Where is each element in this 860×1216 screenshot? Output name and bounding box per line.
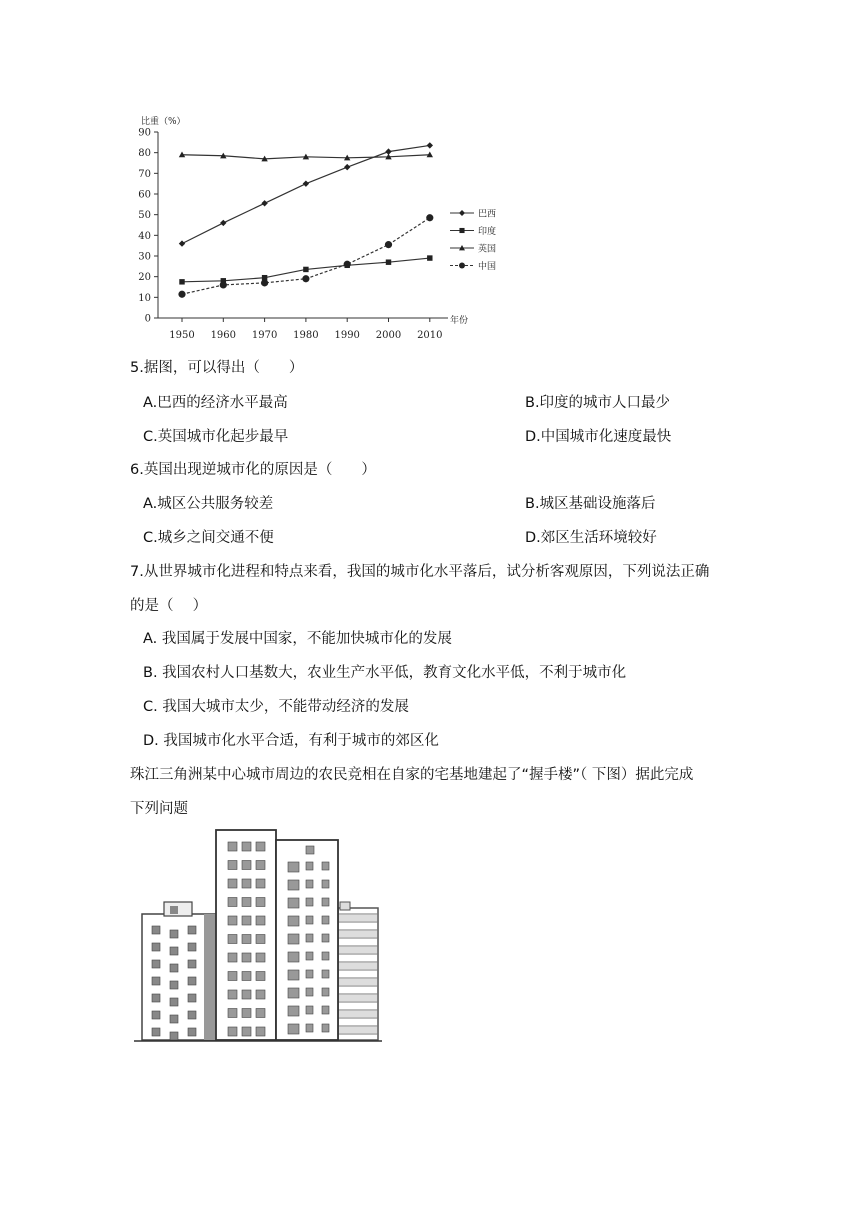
data-point: [344, 261, 351, 268]
data-point: [303, 267, 308, 272]
data-point: [261, 200, 267, 206]
question-5-option-c: C.英国城市化起步最早: [143, 429, 289, 445]
data-point: [386, 259, 391, 264]
data-point: [385, 241, 392, 248]
legend-label: 中国: [478, 262, 497, 272]
legend: [450, 209, 496, 273]
question-7-option-c: C. 我国大城市太少，不能带动经济的发展: [143, 699, 409, 715]
y-tick-label: 50: [138, 210, 151, 222]
x-tick-label: 1980: [293, 330, 319, 341]
y-tick-label: 20: [138, 272, 151, 284]
question-6-stem: 6.英国出现逆城市化的原因是（ ）: [130, 462, 376, 478]
data-point: [302, 275, 309, 282]
question-7-stem-line-2: 的是（ ）: [130, 598, 208, 614]
handshake-buildings-illustration: [130, 822, 390, 1044]
x-tick-label: 1970: [251, 330, 278, 341]
y-tick-label: 90: [138, 127, 151, 139]
y-ticks: [138, 128, 158, 325]
question-7-option-b: B. 我国农村人口基数大，农业生产水平低，教育文化水平低，不利于城市化: [143, 665, 627, 681]
intro-line-1: 珠江三角洲某中心城市周边的农民竞相在自家的宅基地建起了“握手楼”（ 下图）据此完成: [130, 767, 694, 783]
data-point: [427, 255, 432, 260]
y-tick-label: 70: [138, 168, 151, 180]
data-point: [261, 279, 268, 286]
y-tick-label: 80: [138, 148, 151, 160]
y-tick-label: 10: [138, 292, 151, 304]
data-point: [427, 142, 433, 148]
question-5-stem: 5.据图，可以得出（ ）: [130, 360, 304, 376]
question-7-option-a: A. 我国属于发展中国家，不能加快城市化的发展: [143, 631, 452, 647]
series-line-0: [182, 145, 430, 243]
legend-marker: [459, 210, 465, 216]
intro-line-2: 下列问题: [130, 801, 188, 817]
x-tick-label: 2010: [417, 330, 443, 341]
data-point: [426, 214, 433, 221]
question-6-option-c: C.城乡之间交通不便: [143, 530, 274, 546]
question-6-option-b: B.城区基础设施落后: [525, 496, 656, 512]
x-tick-label: 2000: [375, 330, 402, 341]
legend-marker: [459, 263, 465, 269]
x-tick-label: 1990: [334, 330, 360, 341]
data-point: [179, 279, 184, 284]
question-7-option-d: D. 我国城市化水平合适，有利于城市的郊区化: [143, 733, 439, 749]
question-7-stem-line-1: 7.从世界城市化进程和特点来看，我国的城市化水平落后，试分析客观原因，下列说法正确: [130, 564, 710, 580]
x-axis-label: 年份: [450, 316, 469, 326]
legend-label: 巴西: [478, 209, 497, 220]
data-point: [178, 291, 185, 298]
y-tick-label: 30: [138, 251, 151, 263]
legend-label: 印度: [478, 227, 497, 237]
legend-label: 英国: [478, 244, 497, 255]
y-tick-label: 40: [138, 230, 151, 242]
urbanization-line-chart: [110, 108, 510, 358]
data-point: [344, 164, 350, 170]
question-5-option-a: A.巴西的经济水平最高: [143, 395, 288, 411]
data-point: [220, 220, 226, 226]
question-5-option-b: B.印度的城市人口最少: [525, 395, 671, 411]
legend-marker: [459, 228, 464, 233]
series-line-3: [182, 218, 430, 294]
data-point: [220, 281, 227, 288]
x-tick-label: 1950: [169, 330, 195, 341]
data-point: [303, 180, 309, 186]
question-6-option-a: A.城区公共服务较差: [143, 496, 274, 512]
series-group: [178, 142, 433, 298]
y-tick-label: 0: [144, 313, 151, 325]
x-tick-label: 1960: [210, 330, 237, 341]
data-point: [179, 240, 185, 246]
x-ticks: [169, 318, 442, 341]
y-tick-label: 60: [138, 189, 151, 201]
y-axis-label: 比重（%）: [141, 117, 186, 127]
question-6-option-d: D.郊区生活环境较好: [525, 530, 657, 546]
question-5-option-d: D.中国城市化速度最快: [525, 429, 672, 445]
